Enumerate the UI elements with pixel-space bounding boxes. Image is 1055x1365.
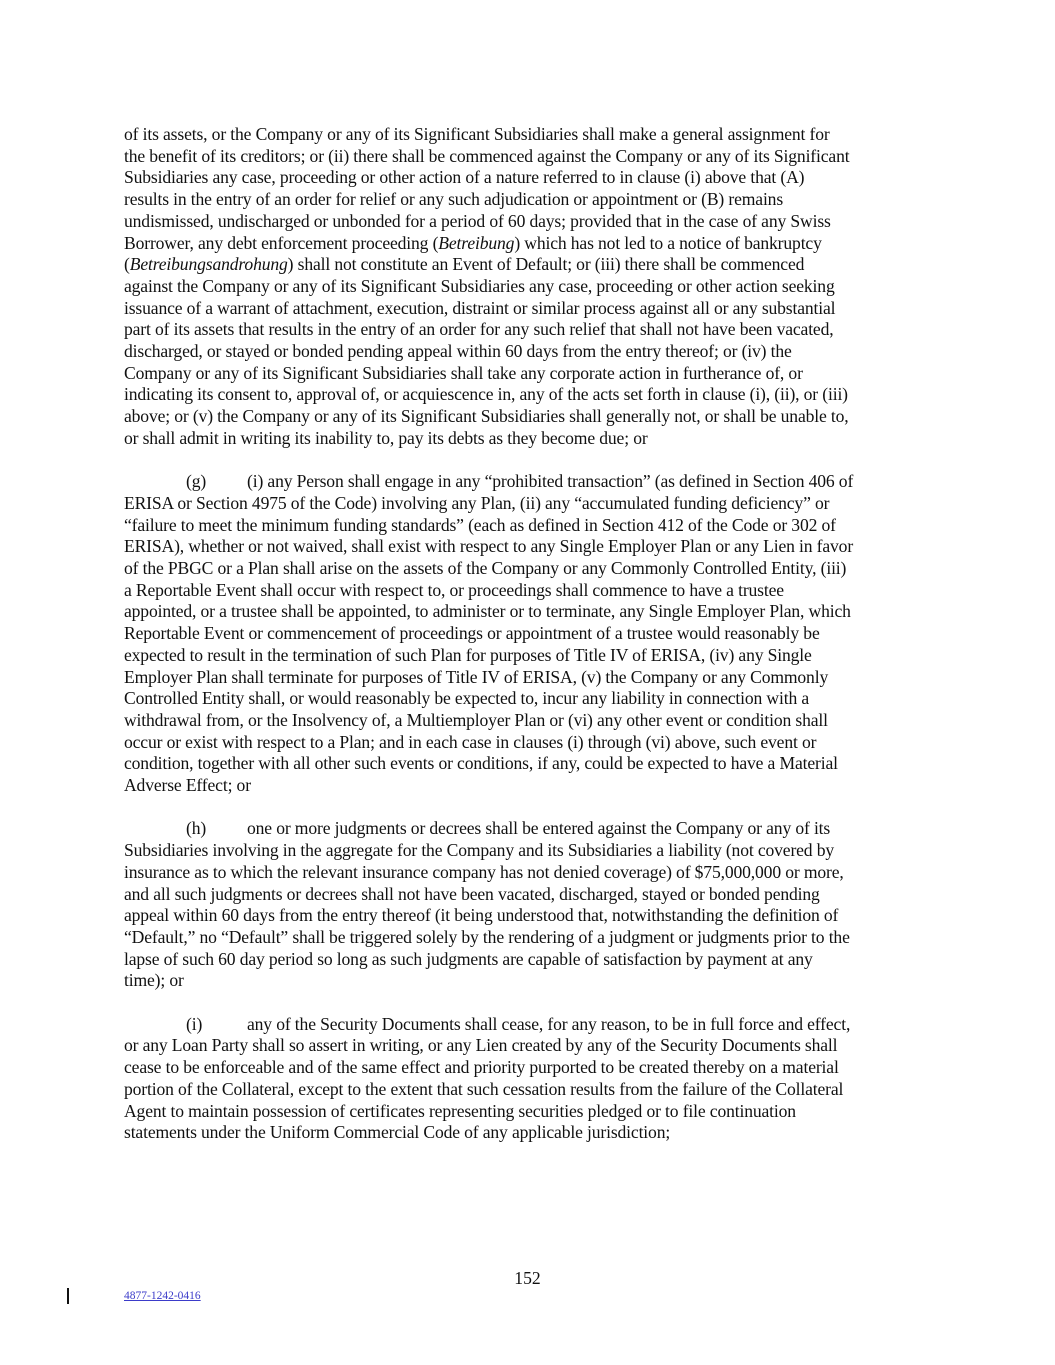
text-span: any of the Security Documents shall cease, for any reason, to be in full force and effect, bbox=[247, 1013, 851, 1034]
text-line bbox=[124, 818, 934, 840]
paragraph-g bbox=[124, 471, 934, 797]
page-number: 152 bbox=[514, 1268, 541, 1288]
text-line: appointed, or a trustee shall be appointed, to administer or to terminate, any Single Employer Plan, which bbox=[124, 601, 851, 622]
text-line: or any Loan Party shall so assert in writing, or any Lien created by any of the Security Documents shall bbox=[124, 1035, 838, 1056]
text-line: Reportable Event or commencement of proceedings or appointment of a trustee would reasonably be bbox=[124, 623, 820, 644]
text-line: above; or (v) the Company or any of its Significant Subsidiaries shall generally not, or shall be unable to, bbox=[124, 406, 849, 427]
text-line: and all such judgments or decrees shall not have been vacated, discharged, stayed or bonded pending bbox=[124, 883, 820, 904]
text-line: of its assets, or the Company or any of its Significant Subsidiaries shall make a general assignment for bbox=[124, 124, 830, 144]
text-line: ERISA), whether or not waived, shall exist with respect to any Single Employer Plan or any Lien in favor bbox=[124, 536, 854, 557]
text-span: (i) any Person shall engage in any “prohibited transaction” (as defined in Section 406 of bbox=[247, 471, 854, 492]
text-line: ERISA or Section 4975 of the Code) involving any Plan, (ii) any “accumulated funding deficiency” or bbox=[124, 492, 830, 513]
text-line: Adverse Effect; or bbox=[124, 775, 251, 796]
text-line: lapse of such 60 day period so long as such judgments are capable of satisfaction by payment at any bbox=[124, 948, 813, 969]
paragraph-h bbox=[124, 818, 934, 992]
paragraph-f-continued bbox=[124, 124, 934, 450]
text-line: undismissed, undischarged or unbonded for a period of 60 days; provided that in the case of any Swiss bbox=[124, 210, 831, 231]
text-line: Agent to maintain possession of certificates representing securities pledged or to file continuation bbox=[124, 1100, 796, 1121]
text-span: one or more judgments or decrees shall be entered against the Company or any of its bbox=[247, 818, 831, 839]
document-id-link[interactable]: 4877-1242-0416 bbox=[124, 1290, 201, 1302]
text-line: against the Company or any of its Significant Subsidiaries any case, proceeding or other action seeking bbox=[124, 275, 835, 296]
text-line: discharged, or stayed or bonded pending appeal within 60 days from the entry thereof; or (iv) the bbox=[124, 341, 792, 362]
text-line: cease to be enforceable and of the same effect and priority purported to be created thereby on a material bbox=[124, 1057, 839, 1078]
text-line: Subsidiaries any case, proceeding or other action of a nature referred to in clause (i) above that (A) bbox=[124, 167, 805, 188]
italic-term-betreibung: Betreibung bbox=[438, 232, 515, 253]
text-line: a Reportable Event shall occur with respect to, or proceedings shall commence to have a trustee bbox=[124, 579, 784, 600]
text-line: time); or bbox=[124, 970, 184, 991]
text-line: portion of the Collateral, except to the extent that such cessation results from the failure of the Collateral bbox=[124, 1078, 844, 1099]
italic-term-betreibungsandrohung: Betreibungsandrohung bbox=[129, 254, 288, 275]
text-line: occur or exist with respect to a Plan; and in each case in clauses (i) through (vi) above, such event or bbox=[124, 731, 817, 752]
text-line: results in the entry of an order for relief or any such adjudication or appointment or (B) remains bbox=[124, 189, 784, 210]
text-line: statements under the Uniform Commercial Code of any applicable jurisdiction; bbox=[124, 1122, 671, 1143]
text-line: appeal within 60 days from the entry thereof (it being understood that, notwithstanding the definition of bbox=[124, 905, 839, 926]
text-span: ) which has not led to a notice of bankruptcy bbox=[514, 232, 822, 253]
text-line: Subsidiaries involving in the aggregate for the Company and its Subsidiaries a liability (not covered by bbox=[124, 840, 834, 861]
text-span: Borrower, any debt enforcement proceeding ( bbox=[124, 232, 439, 253]
text-line: indicating its consent to, approval of, or acquiescence in, any of the acts set forth in clause (i), (ii), or (iii) bbox=[124, 384, 848, 405]
text-line: “failure to meet the minimum funding standards” (each as defined in Section 412 of the Code or 302 of bbox=[124, 514, 836, 535]
clause-label: (i) bbox=[186, 1013, 203, 1034]
text-line: Controlled Entity shall, or would reasonably be expected to, incur any liability in connection with a bbox=[124, 688, 810, 709]
text-span: ( bbox=[124, 254, 130, 275]
text-line bbox=[124, 233, 934, 255]
clause-label: (g) bbox=[186, 471, 207, 492]
text-line: expected to result in the termination of such Plan for purposes of Title IV of ERISA, (iv) any Single bbox=[124, 644, 812, 665]
text-line: withdrawal from, or the Insolvency of, a Multiemployer Plan or (vi) any other event or condition shall bbox=[124, 709, 828, 730]
text-line bbox=[124, 254, 934, 276]
clause-label: (h) bbox=[186, 818, 207, 839]
text-line: or shall admit in writing its inability to, pay its debts as they become due; or bbox=[124, 427, 648, 448]
text-line: part of its assets that results in the entry of an order for any such relief that shall not have been vacated, bbox=[124, 319, 834, 340]
text-line bbox=[124, 1014, 934, 1036]
text-line: the benefit of its creditors; or (ii) there shall be commenced against the Company or any of its Significant bbox=[124, 145, 850, 166]
text-line: issuance of a warrant of attachment, execution, distraint or similar process against all or any substantial bbox=[124, 297, 836, 318]
document-page bbox=[124, 124, 934, 1166]
paragraph-i bbox=[124, 1014, 934, 1144]
text-line: condition, together with all other such events or conditions, if any, could be expected to have a Material bbox=[124, 753, 838, 774]
text-line: Employer Plan shall terminate for purposes of Title IV of ERISA, (v) the Company or any Commonly bbox=[124, 666, 829, 687]
revision-change-bar bbox=[67, 1288, 69, 1304]
text-line: of the PBGC or a Plan shall arise on the assets of the Company or any Commonly Controlled Entity, (iii) bbox=[124, 558, 847, 579]
text-span: ) shall not constitute an Event of Default; or (iii) there shall be commenced bbox=[287, 254, 805, 275]
text-line: insurance as to which the relevant insurance company has not denied coverage) of $75,000,000 or more, bbox=[124, 861, 844, 882]
text-line bbox=[124, 471, 934, 493]
text-line: Company or any of its Significant Subsidiaries shall take any corporate action in furtherance of, or bbox=[124, 362, 803, 383]
text-line: “Default,” no “Default” shall be triggered solely by the rendering of a judgment or judgments prior to the bbox=[124, 926, 850, 947]
